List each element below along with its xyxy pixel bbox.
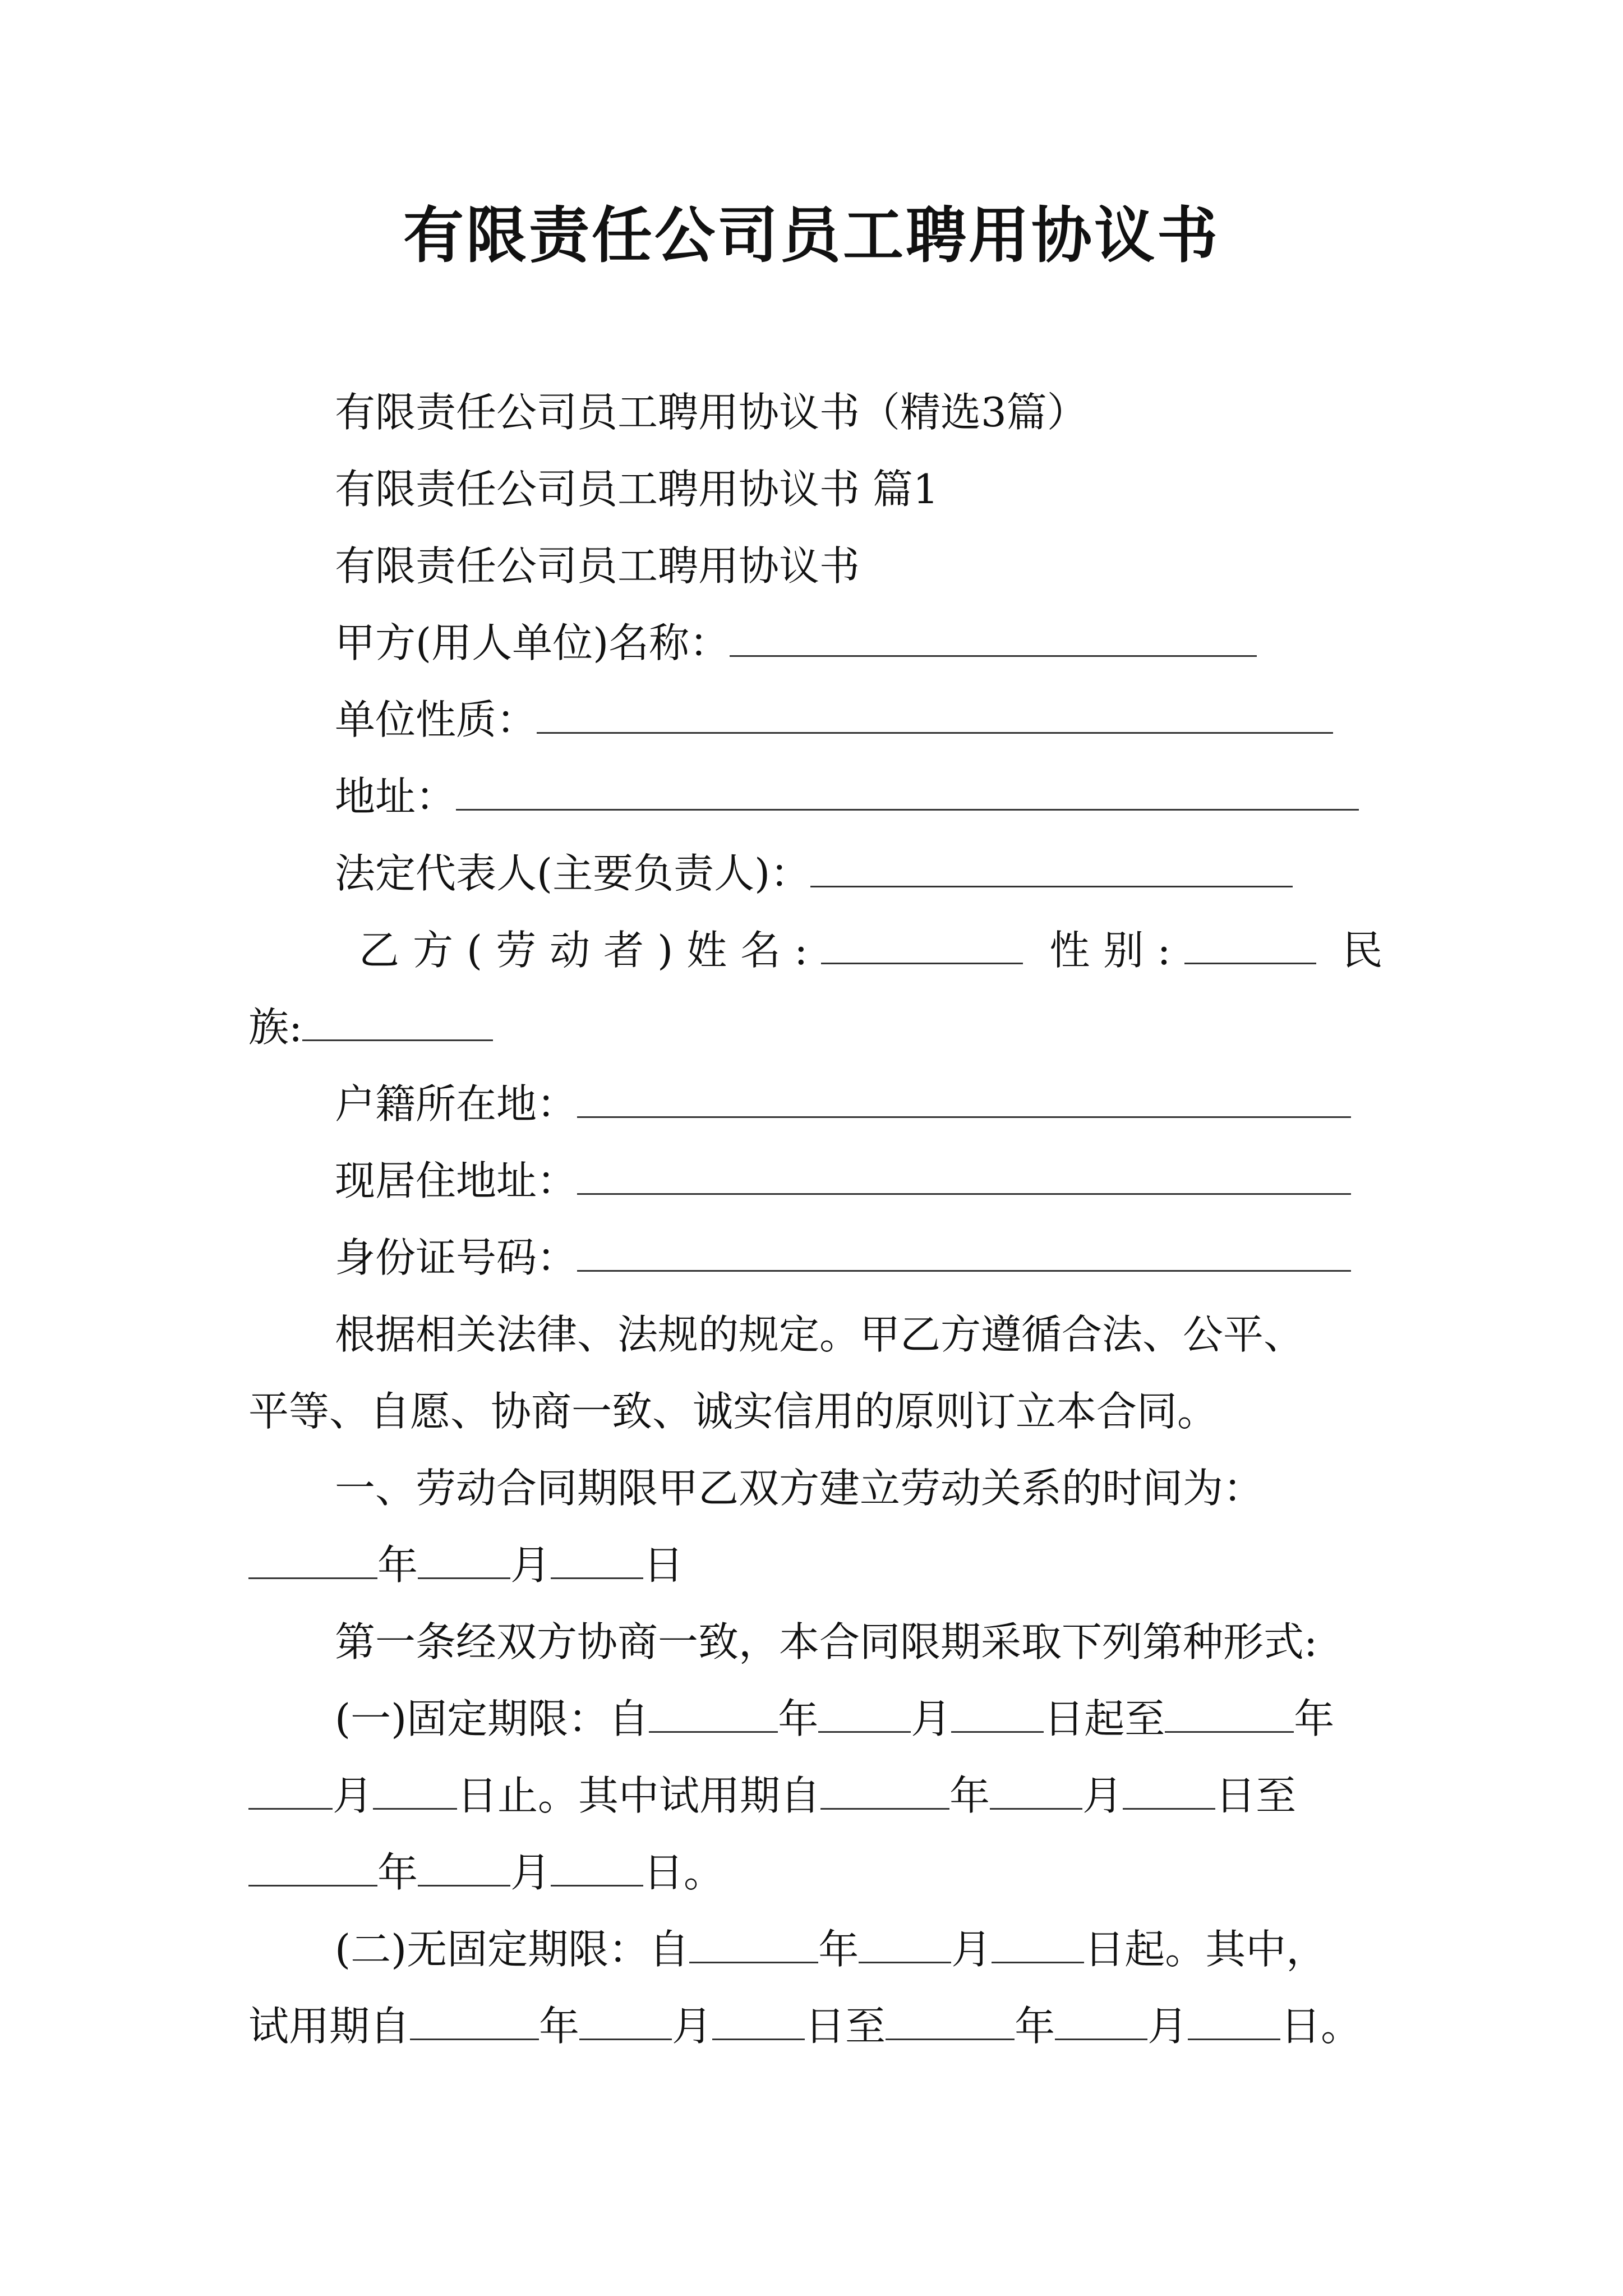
unit-nature-line — [335, 692, 1333, 748]
address-field[interactable] — [456, 776, 1359, 811]
gender-label: 性别: — [1049, 927, 1184, 974]
gender-field[interactable] — [1184, 930, 1316, 964]
year-word: 年 — [377, 1542, 418, 1589]
address-label: 地址： — [335, 773, 457, 820]
fixed-start-month-field[interactable] — [818, 1699, 911, 1733]
unfixed-trial-end-day-field[interactable] — [1188, 2006, 1280, 2040]
day-end-word: 日。 — [643, 1849, 725, 1896]
section-heading: 有限责任公司员工聘用协议书 篇1 — [335, 466, 939, 513]
clause-1-line: 第一条经双方协商一致，本合同限期采取下列第种形式: — [335, 1618, 1318, 1665]
unfixed-trial-end-year-field[interactable] — [886, 2006, 1015, 2040]
fixed-trial-start-year-field[interactable] — [820, 1775, 949, 1810]
id-number-label: 身份证号码： — [335, 1234, 578, 1281]
basis-paragraph-line-2: 平等、自愿、协商一致、诚实信用的原则订立本合同。 — [248, 1388, 1218, 1435]
month-word: 月 — [510, 1542, 551, 1589]
fixed-end-year-field[interactable] — [1165, 1699, 1294, 1733]
document-subtitle: 有限责任公司员工聘用协议书（精选3篇） — [335, 389, 1087, 436]
unfixed-start-day-field[interactable] — [992, 1929, 1084, 1963]
id-number-line — [335, 1230, 1351, 1286]
fixed-start-day-field[interactable] — [951, 1699, 1044, 1733]
year-word: 年 — [778, 1695, 819, 1742]
year-word: 年 — [377, 1849, 418, 1896]
unfixed-trial-end-month-field[interactable] — [1055, 2006, 1147, 2040]
day-from-word: 日起至 — [1044, 1695, 1165, 1742]
household-field[interactable] — [577, 1084, 1351, 1118]
basis-paragraph-line-1: 根据相关法律、法规的规定。甲乙方遵循合法、公平、 — [335, 1311, 1304, 1358]
month-word: 月 — [333, 1772, 374, 1819]
unfixed-start-year-field[interactable] — [689, 1929, 818, 1963]
unfixed-start-month-field[interactable] — [859, 1929, 951, 1963]
fixed-end-day-field[interactable] — [373, 1775, 457, 1810]
unit-nature-label: 单位性质： — [335, 696, 537, 743]
ethnicity-line — [248, 999, 493, 1055]
fixed-term-line-2 — [248, 1768, 1296, 1824]
unfixed-term-label: (二)无固定期限：自 — [335, 1926, 690, 1973]
fixed-trial-start-month-field[interactable] — [990, 1775, 1082, 1810]
fixed-trial-end-month-field[interactable] — [418, 1852, 510, 1887]
year-word: 年 — [949, 1772, 990, 1819]
legal-rep-label: 法定代表人(主要负责人)： — [335, 850, 811, 897]
party-a-name-line — [335, 615, 1257, 671]
unfixed-term-line-2 — [248, 1998, 1361, 2054]
party-b-name-field[interactable] — [821, 930, 1023, 964]
term-day-field[interactable] — [551, 1545, 643, 1579]
unfixed-trial-label: 试用期自 — [248, 2003, 411, 2050]
fixed-start-year-field[interactable] — [649, 1699, 778, 1733]
unit-nature-field[interactable] — [537, 700, 1333, 734]
month-word: 月 — [1147, 2003, 1188, 2050]
ethnicity-label-a: 民 — [1342, 927, 1396, 974]
term-month-field[interactable] — [418, 1545, 510, 1579]
fixed-term-label: (一)固定期限：自 — [335, 1695, 649, 1742]
term-year-field[interactable] — [248, 1545, 377, 1579]
month-word: 月 — [911, 1695, 952, 1742]
household-line — [335, 1076, 1351, 1132]
document-name: 有限责任公司员工聘用协议书 — [335, 542, 860, 590]
term-date-line — [248, 1537, 684, 1593]
year-word: 年 — [539, 2003, 580, 2050]
term-paragraph-line-1: 一、劳动合同期限甲乙双方建立劳动关系的时间为： — [335, 1465, 1264, 1512]
fixed-term-line-3 — [248, 1844, 724, 1901]
day-end-word: 日。 — [1280, 2003, 1362, 2050]
legal-rep-line — [335, 845, 1293, 901]
party-a-name-field[interactable] — [730, 623, 1257, 657]
fixed-trial-end-day-field[interactable] — [551, 1852, 643, 1887]
fixed-trial-end-year-field[interactable] — [248, 1852, 377, 1887]
residence-label: 现居住地址： — [335, 1157, 578, 1204]
day-word: 日 — [643, 1542, 684, 1589]
day-to-word: 日至 — [1215, 1772, 1297, 1819]
unfixed-trial-start-day-field[interactable] — [712, 2006, 805, 2040]
month-word: 月 — [510, 1849, 551, 1896]
year-word: 年 — [818, 1926, 859, 1973]
fixed-trial-label: 日止。其中试用期自 — [457, 1772, 821, 1819]
address-line — [335, 769, 1359, 825]
unfixed-trial-start-month-field[interactable] — [579, 2006, 672, 2040]
unfixed-mid-text: 日起。其中， — [1084, 1926, 1327, 1973]
month-word: 月 — [672, 2003, 713, 2050]
fixed-term-line-1 — [335, 1691, 1334, 1747]
document-title: 有限责任公司员工聘用协议书 — [403, 200, 1220, 271]
household-label: 户籍所在地： — [335, 1080, 578, 1128]
residence-line — [335, 1153, 1351, 1209]
day-to-word: 日至 — [805, 2003, 886, 2050]
party-b-line — [359, 922, 1396, 978]
year-word: 年 — [1294, 1695, 1335, 1742]
legal-rep-field[interactable] — [810, 853, 1293, 887]
unfixed-term-line-1 — [335, 1921, 1326, 1977]
ethnicity-field[interactable] — [302, 1007, 493, 1041]
party-b-name-label: 乙方(劳动者)姓名: — [359, 927, 822, 974]
unfixed-trial-start-year-field[interactable] — [410, 2006, 539, 2040]
month-word: 月 — [951, 1926, 992, 1973]
fixed-end-month-field[interactable] — [248, 1775, 333, 1810]
id-number-field[interactable] — [577, 1237, 1351, 1272]
residence-field[interactable] — [577, 1161, 1351, 1195]
ethnicity-label-b: 族: — [248, 1004, 303, 1051]
year-word: 年 — [1015, 2003, 1055, 2050]
month-word: 月 — [1082, 1772, 1123, 1819]
party-a-name-label: 甲方(用人单位)名称： — [335, 619, 730, 666]
fixed-trial-start-day-field[interactable] — [1123, 1775, 1215, 1810]
